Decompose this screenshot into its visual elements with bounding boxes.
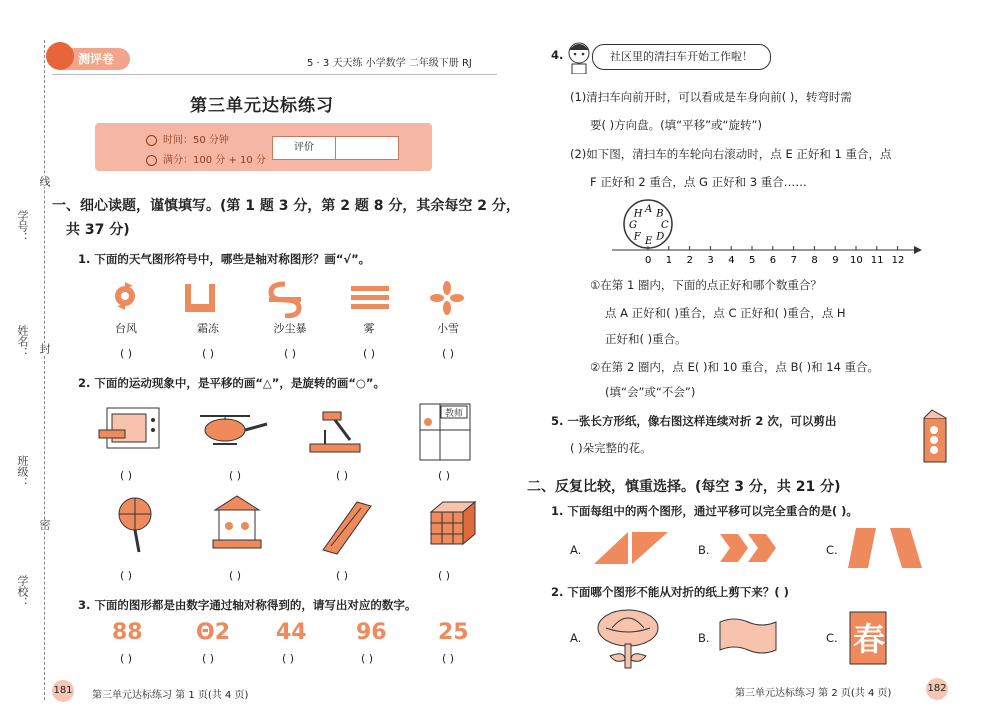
label-sandstorm: 沙尘暴	[273, 322, 307, 335]
snow-icon	[430, 281, 464, 315]
tick-label: 7	[790, 255, 797, 266]
binding-line	[44, 40, 45, 700]
tick-label: 8	[811, 255, 818, 266]
answer-blank[interactable]: ( )	[441, 347, 455, 360]
weather-icons	[95, 278, 490, 318]
flower-cutout-icon	[592, 606, 664, 670]
tick-label: 2	[686, 255, 693, 266]
answer-blank[interactable]: ( )	[119, 569, 133, 582]
option-c-shapes	[846, 526, 924, 570]
answer-blank[interactable]: ( )	[119, 347, 133, 360]
question3: 3. 下面的图形都是由数字通过轴对称得到的，请写出对应的数字。	[78, 598, 417, 612]
oven-icon	[99, 408, 159, 448]
option-c[interactable]: C.	[826, 543, 838, 557]
binding-char-dense: 密	[38, 519, 51, 530]
tick-label: 1	[665, 255, 673, 266]
wheel-letter: G	[629, 220, 637, 231]
section2-heading: 二、反复比较，慎重选择。(每空 3 分，共 21 分)	[527, 479, 841, 495]
wheel-letter: B	[656, 208, 664, 220]
badge-label: 测评卷	[78, 52, 115, 66]
answer-blank[interactable]: ( )	[283, 347, 297, 360]
time-info: 时间：50 分钟	[146, 131, 229, 146]
question5-line1: 5. 一张长方形纸，像右图这样连续对折 2 次，可以剪出	[551, 414, 837, 428]
tick-label: 9	[832, 255, 839, 266]
school-label: 学校：	[16, 575, 29, 608]
helicopter-icon	[200, 416, 267, 444]
answer-blank[interactable]: ( )	[119, 652, 133, 665]
question2: 2. 下面的运动现象中，是平移的画“△”，是旋转的画“○”。	[78, 376, 385, 390]
tick-label: 12	[891, 255, 905, 266]
answer-blank[interactable]: ( )	[335, 469, 349, 482]
number-line-arrow	[914, 246, 922, 254]
binding-char-line: 线	[38, 176, 51, 187]
digit-glyph: 88	[112, 620, 143, 645]
frost-icon	[185, 284, 215, 312]
footer-left: 第三单元达标练习 第 1 页(共 4 页)	[92, 690, 249, 701]
clock-icon	[146, 135, 157, 146]
digit-glyph: 44	[276, 620, 307, 645]
tick-label: 6	[769, 255, 777, 266]
fog-icon	[351, 286, 389, 309]
check-icon	[146, 155, 157, 166]
flag-shape-icon	[718, 616, 778, 656]
q4-part2-line2: F 正好和 2 重合，点 G 正好和 3 重合……	[590, 175, 807, 189]
q4-part1-line1: (1)清扫车向前开时，可以看成是车身向前( )，转弯时需	[570, 90, 852, 104]
option-c[interactable]: C.	[826, 631, 838, 645]
tick-label: 5	[749, 255, 756, 266]
hammer-icon	[310, 412, 360, 452]
tick-label: 4	[728, 255, 735, 266]
option-b[interactable]: B.	[698, 543, 710, 557]
section1-heading: 一、细心读题，谨慎填写。(第 1 题 3 分，第 2 题 8 分，其余每空 2 分，	[52, 198, 520, 214]
tick-label: 0	[645, 255, 652, 266]
label-typhoon: 台风	[115, 322, 137, 335]
answer-blank[interactable]: ( )	[441, 652, 455, 665]
wheel-letter: C	[661, 220, 669, 231]
speech-bubble: 社区里的清扫车开始工作啦！	[592, 44, 771, 70]
answer-blank[interactable]: ( )	[201, 652, 215, 665]
label-fog: 雾	[363, 322, 375, 335]
digit-glyph: Θ2	[196, 620, 231, 645]
class-label: 班级：	[16, 455, 29, 488]
symmetric-digits	[98, 620, 493, 648]
answer-blank[interactable]: ( )	[119, 469, 133, 482]
folded-paper-icon	[922, 408, 950, 464]
grade-label: 评价	[273, 137, 336, 159]
page-title: 第三单元达标练习	[190, 96, 334, 116]
window-icon	[420, 404, 470, 460]
answer-blank[interactable]: ( )	[201, 347, 215, 360]
motion-pictures-row1	[95, 400, 490, 462]
header-rule	[52, 74, 497, 75]
sub2-line1: ②在第 2 圈内，点 E( )和 10 重合，点 B( )和 14 重合。	[590, 360, 880, 374]
wheel-letter: H	[633, 208, 643, 220]
option-b[interactable]: B.	[698, 631, 710, 645]
question1: 1. 下面的天气图形符号中，哪些是轴对称图形？画“√”。	[78, 252, 371, 266]
typhoon-icon	[115, 282, 135, 310]
test-badge	[52, 48, 130, 70]
answer-blank[interactable]: ( )	[228, 569, 242, 582]
wheel-letter: D	[656, 231, 665, 243]
score-info: 满分：100 分 + 10 分	[146, 151, 266, 166]
cartoon-face-icon	[46, 42, 74, 70]
wheel-letter: F	[633, 231, 641, 243]
page-number-right: 182	[926, 678, 948, 700]
wheel-number-line	[612, 196, 924, 266]
q4-part2-line1: (2)如下图，清扫车的车轮向右滚动时，点 E 正好和 1 重合，点	[570, 147, 892, 161]
sub1-line3: 正好和( )重合。	[605, 332, 687, 346]
svg-text:教师: 教师	[445, 409, 464, 419]
label-snow: 小雪	[437, 322, 459, 335]
wheel-letter: E	[645, 236, 653, 247]
answer-blank[interactable]: ( )	[228, 469, 242, 482]
sub2-line2: (填“会”或“不会”)	[605, 385, 696, 399]
s2-question1: 1. 下面每组中的两个图形，通过平移可以完全重合的是( )。	[551, 504, 858, 518]
basketball-spin-icon	[119, 498, 151, 552]
wheel-letter: A	[645, 204, 653, 215]
answer-blank[interactable]: ( )	[335, 569, 349, 582]
section1-heading-cont: 共 37 分)	[66, 222, 130, 238]
digit-glyph: 96	[356, 620, 387, 645]
binding-char-seal: 封	[38, 343, 51, 354]
option-a[interactable]: A.	[570, 543, 582, 557]
s2-question2: 2. 下面哪个图形不能从对折的纸上剪下来？( )	[551, 585, 789, 599]
footer-right: 第三单元达标练习 第 2 页(共 4 页)	[735, 688, 892, 699]
option-b-shapes	[718, 532, 778, 564]
q4-part1-line2: 要( )方向盘。(填“平移”或“旋转”)	[590, 118, 762, 132]
svg-text:春: 春	[853, 620, 886, 658]
sub1-line1: ①在第 1 圈内，下面的点正好和哪个数重合？	[590, 278, 822, 292]
sub1-line2: 点 A 正好和( )重合，点 C 正好和( )重合，点 H	[605, 306, 846, 320]
tick-label: 11	[870, 255, 884, 266]
boy-avatar-icon	[566, 40, 592, 74]
answer-blank[interactable]: ( )	[360, 652, 374, 665]
tick-label: 10	[850, 255, 863, 266]
tick-label: 3	[707, 255, 714, 266]
carousel-icon	[213, 496, 261, 548]
question4-number: 4.	[551, 48, 564, 62]
page-number-left: 181	[52, 680, 74, 702]
series-info: 5 · 3 天天练 小学数学 二年级下册 RJ	[307, 58, 472, 69]
option-a[interactable]: A.	[570, 631, 582, 645]
answer-blank[interactable]: ( )	[281, 652, 295, 665]
digit-glyph: 25	[438, 620, 469, 645]
label-frost: 霜冻	[197, 322, 219, 335]
name-label: 姓名：	[16, 325, 29, 358]
question5-line2: ( )朵完整的花。	[570, 441, 652, 455]
student-id-label: 学号：	[16, 210, 29, 243]
sandstorm-icon	[269, 284, 301, 316]
answer-blank[interactable]: ( )	[437, 469, 451, 482]
rubiks-cube-icon	[431, 502, 475, 544]
grade-box	[272, 136, 399, 160]
motion-pictures-row2	[95, 492, 490, 562]
answer-blank[interactable]: ( )	[362, 347, 376, 360]
spring-character-cutout-icon	[846, 608, 890, 668]
option-a-shapes	[592, 528, 672, 568]
escalator-icon	[323, 502, 371, 554]
grade-input[interactable]	[336, 137, 398, 159]
answer-blank[interactable]: ( )	[437, 569, 451, 582]
